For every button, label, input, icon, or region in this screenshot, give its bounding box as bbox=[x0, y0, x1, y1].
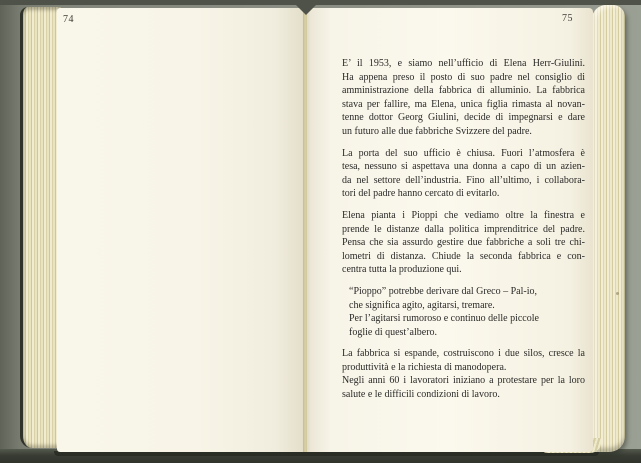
text-line: produttività e la richiesta di manodopera. bbox=[342, 361, 507, 373]
text-line: tesa, nessuno si aspettava una donna a capo di un azien- bbox=[342, 161, 585, 173]
paragraph-3 bbox=[342, 209, 585, 277]
left-page bbox=[57, 8, 305, 452]
text-line: che significa agito, agitarsi, tremare. bbox=[349, 299, 495, 311]
text-line: un futuro alle due fabbriche Svizzere del padre. bbox=[342, 125, 532, 137]
text-line: prende le distanze dalla politica imprenditrice del padre. bbox=[342, 223, 585, 235]
text-line: Ha appena preso il posto di suo padre nel consiglio di bbox=[342, 71, 585, 83]
paragraph-2 bbox=[342, 147, 585, 201]
paragraph-5 bbox=[342, 347, 585, 401]
text-line: tori del padre hanno cercato di evitarlo. bbox=[342, 188, 500, 200]
page-number-left: 74 bbox=[63, 14, 74, 25]
gutter-fold-line bbox=[303, 8, 307, 452]
right-page-edge-stack bbox=[592, 5, 625, 452]
text-line: La porta del suo ufficio è chiusa. Fuori l’atmosfera è bbox=[342, 147, 585, 159]
gutter-notch-shadow bbox=[295, 4, 317, 15]
quote-block bbox=[349, 285, 574, 339]
text-line: La fabbrica si espande, costruiscono i due silos, cresce la bbox=[342, 348, 585, 360]
text-line: Elena pianta i Pioppi che vediamo oltre la finestra e bbox=[342, 209, 585, 221]
page-number-right: 75 bbox=[562, 13, 573, 24]
paragraph-1 bbox=[342, 57, 585, 139]
right-page bbox=[305, 8, 593, 452]
text-line: “Pioppo” potrebbe derivare dal Greco – Pal-io, bbox=[349, 285, 537, 297]
text-line: stava per fallire, ma Elena, unica figlia rimasta al novan- bbox=[342, 98, 585, 110]
text-line: tenne dottor Georg Giulini, decide di impegnarsi e dare bbox=[342, 112, 585, 124]
text-line: Pensa che sia assurdo gestire due fabbriche a soli tre chi- bbox=[342, 237, 585, 249]
text-line: centra tutta la produzione qui. bbox=[342, 264, 462, 276]
text-line: Negli anni 60 i lavoratori iniziano a protestare per la loro bbox=[342, 375, 585, 387]
left-page-edge-stack bbox=[20, 7, 61, 448]
text-line: Per l’agitarsi rumoroso e continuo delle piccole bbox=[349, 313, 539, 325]
text-line: da nel settore dell’industria. Fino all’ultimo, i collabora- bbox=[342, 174, 585, 186]
text-line: lometri di distanza. Chiude la seconda fabbrica e con- bbox=[342, 250, 585, 262]
text-line: salute e le difficili condizioni di lavoro. bbox=[342, 389, 500, 401]
text-line: amministrazione della fabbrica di alluminio. La fabbrica bbox=[342, 85, 585, 97]
body-text bbox=[342, 57, 585, 402]
text-line: E’ il 1953, e siamo nell’ufficio di Elena Herr-Giulini. bbox=[342, 58, 585, 69]
dust-speck bbox=[616, 292, 619, 295]
text-line: foglie di quest’albero. bbox=[349, 326, 438, 338]
